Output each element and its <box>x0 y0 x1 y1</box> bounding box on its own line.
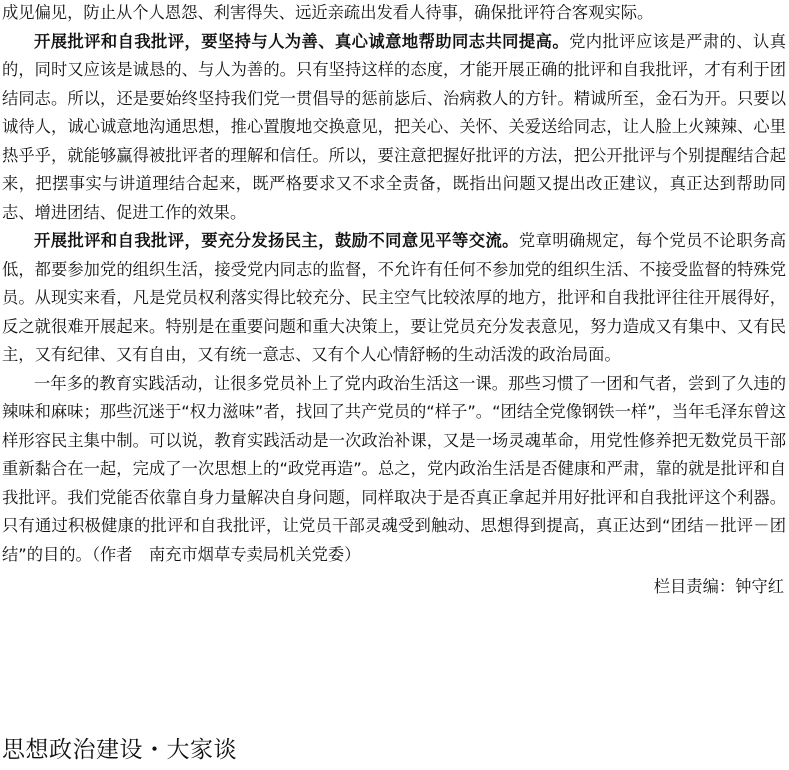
paragraph-3-lead: 开展批评和自我批评，要充分发扬民主，鼓励不同意见平等交流。 <box>34 231 519 250</box>
paragraph-4-body: 一年多的教育实践活动，让很多党员补上了党内政治生活这一课。那些习惯了一团和气者，尝到了久违的辣味和麻味；那些沉迷于“权力滋味”者，找回了共产党员的“样子”。“团结全党像钢铁一样”，当年毛泽东曾这样形容民主集中制。可以说，教育实践活动是一次政治补课，又是一场灵魂革命，用党性修养把无数党员干部重新黏合在一起，完成了一次思想上的“政党再造”。总之，党内政治生活是否健康和严肃，靠的就是批评和自我批评。我们党能否依靠自身力量解决自身问题，同样取决于是否真正拿起并用好批评和自我批评这个利器。只有通过积极健康的批评和自我批评，让党员干部灵魂受到触动、思想得到提高，真正达到“团结－批评－团结”的目的。（作者 南充市烟草专卖局机关党委） <box>2 373 786 564</box>
paragraph-3-body: 党章明确规定，每个党员不论职务高低，都要参加党的组织生活，接受党内同志的监督，不允许有任何不参加党的组织生活、不接受监督的特殊党员。从现实来看，凡是党员权利落实得比较充分、民主空气比较浓厚的地方，批评和自我批评往往开展得好，反之就很难开展起来。特别是在重要问题和重大决策上，要让党员充分发表意见，努力造成又有集中、又有民主，又有纪律、又有自由，又有统一意志、又有个人心情舒畅的生动活泼的政治局面。 <box>2 231 786 364</box>
paragraph-2-body: 党内批评应该是严肃的、认真的，同时又应该是诚恳的、与人为善的。只有坚持这样的态度，才能开展正确的批评和自我批评，才有利于团结同志。所以，还是要始终坚持我们党一贯倡导的惩前毖后、治病救人的方针。精诚所至，金石为开。只要以诚待人，诚心诚意地沟通思想，推心置腹地交换意见，把关心、关怀、关爱送给同志，让人脸上火辣辣、心里热乎乎，就能够赢得被批评者的理解和信任。所以，要注意把握好批评的方法，把公开批评与个别提醒结合起来，把摆事实与讲道理结合起来，既严格要求又不求全责备，既指出问题又提出改正建议，真正达到帮助同志、增进团结、促进工作的效果。 <box>2 31 786 222</box>
paragraph-1 <box>2 0 786 28</box>
paragraph-2 <box>2 28 786 228</box>
column-editor: 栏目责编：钟守红 <box>653 577 784 596</box>
article-body <box>2 0 786 601</box>
paragraph-4 <box>2 370 786 570</box>
column-title: 思想政治建设・大家谈 <box>2 737 237 763</box>
paragraph-1-body: 成见偏见，防止从个人恩怨、利害得失、远近亲疏出发看人待事，确保批评符合客观实际。 <box>2 3 654 22</box>
paragraph-2-lead: 开展批评和自我批评，要坚持与人为善、真心诚意地帮助同志共同提高。 <box>34 31 570 51</box>
paragraph-3 <box>2 227 786 370</box>
